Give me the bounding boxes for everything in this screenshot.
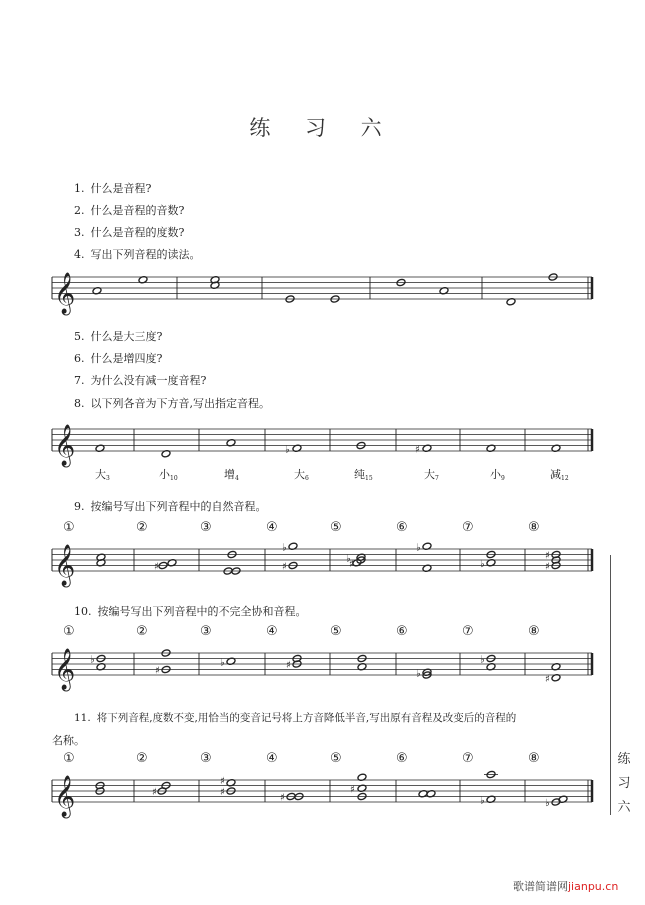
circled-number: ③ bbox=[200, 520, 212, 535]
circled-number: ④ bbox=[266, 520, 278, 535]
question-text: 名称。 bbox=[52, 734, 85, 747]
flat-icon: ♭ bbox=[220, 657, 225, 669]
question-number: 3. bbox=[74, 226, 85, 239]
side-chapter-label bbox=[616, 748, 632, 820]
flat-icon: ♭ bbox=[282, 542, 287, 554]
question-text: 什么是大三度? bbox=[90, 330, 163, 343]
question-text: 将下列音程,度数不变,用恰当的变音记号将上方音降低半音,写出原有音程及改变后的音程的 bbox=[96, 712, 517, 724]
side-char: 六 bbox=[617, 800, 631, 815]
question-number: 4. bbox=[74, 248, 85, 261]
flat-icon: ♭ bbox=[480, 795, 485, 807]
question-number: 9. bbox=[74, 500, 85, 513]
question-number: 1. bbox=[74, 182, 85, 195]
treble-clef-icon: 𝄞 bbox=[54, 545, 76, 586]
circled-number: ② bbox=[136, 751, 148, 766]
sharp-icon: ♯ bbox=[152, 787, 157, 798]
question-number: 11. bbox=[74, 712, 91, 724]
question-text: 以下列各音为下方音,写出指定音程。 bbox=[90, 397, 270, 410]
sharp-icon: ♯ bbox=[220, 776, 225, 787]
question-text: 写出下列音程的读法。 bbox=[90, 248, 201, 261]
question-number: 5. bbox=[74, 330, 85, 343]
interval-label: 大$_6$ bbox=[294, 468, 309, 482]
watermark-prefix: 歌谱简谱网 bbox=[513, 880, 568, 893]
circled-number: ② bbox=[136, 624, 148, 639]
interval-label: 小$_9$ bbox=[490, 468, 505, 482]
flat-icon: ♭ bbox=[285, 444, 290, 456]
circled-number: ① bbox=[63, 624, 75, 639]
circled-number: ⑧ bbox=[528, 520, 540, 535]
watermark-suffix: jianpu.cn bbox=[568, 880, 619, 893]
flat-icon: ♭ bbox=[480, 654, 485, 666]
circled-number: ⑧ bbox=[528, 751, 540, 766]
question-text: 什么是增四度? bbox=[90, 352, 163, 365]
sharp-icon: ♯ bbox=[545, 673, 550, 685]
circled-number: ⑧ bbox=[528, 624, 540, 639]
circled-number: ④ bbox=[266, 751, 278, 766]
page-title: 练 习 六 bbox=[249, 116, 396, 140]
circled-number: ⑦ bbox=[462, 520, 474, 535]
sharp-icon: ♯ bbox=[350, 784, 355, 796]
question-text: 按编号写出下列音程中的自然音程。 bbox=[90, 500, 267, 513]
flat-icon: ♭ bbox=[545, 798, 550, 809]
question-number: 6. bbox=[74, 352, 85, 365]
sharp-icon: ♯ bbox=[280, 792, 285, 804]
flat-icon: ♭ bbox=[416, 668, 421, 680]
circled-number: ④ bbox=[266, 624, 278, 639]
sharp-icon: ♯ bbox=[545, 550, 550, 562]
flat-icon: ♭ bbox=[480, 558, 485, 570]
question-text: 什么是音程? bbox=[90, 182, 152, 195]
question-text: 什么是音程的度数? bbox=[90, 226, 185, 239]
treble-clef-icon: 𝄞 bbox=[54, 649, 76, 690]
interval-label: 减$_{12}$ bbox=[550, 468, 569, 482]
flat-icon: ♭ bbox=[346, 553, 351, 565]
interval-label: 增$_4$ bbox=[224, 468, 239, 482]
question-number: 2. bbox=[74, 204, 85, 217]
circled-number: ⑦ bbox=[462, 624, 474, 639]
circled-number: ⑥ bbox=[396, 751, 408, 766]
circled-number: ① bbox=[63, 751, 75, 766]
circled-number: ⑤ bbox=[330, 751, 342, 766]
treble-clef-icon: 𝄞 bbox=[54, 425, 76, 466]
side-divider bbox=[610, 555, 611, 815]
flat-icon: ♭ bbox=[416, 542, 421, 554]
sharp-icon: ♯ bbox=[154, 561, 159, 573]
sharp-icon: ♯ bbox=[286, 660, 291, 671]
watermark bbox=[513, 878, 618, 894]
interval-label: 纯$_{15}$ bbox=[354, 468, 373, 482]
interval-label: 大$_3$ bbox=[95, 468, 110, 482]
sharp-icon: ♯ bbox=[349, 558, 354, 570]
circled-number: ⑤ bbox=[330, 624, 342, 639]
question-text: 为什么没有减一度音程? bbox=[90, 374, 207, 387]
circled-number: ⑥ bbox=[396, 624, 408, 639]
circled-number: ② bbox=[136, 520, 148, 535]
interval-label: 小$_{10}$ bbox=[159, 468, 178, 482]
treble-clef-icon: 𝄞 bbox=[54, 273, 76, 314]
question-number: 10. bbox=[74, 605, 92, 618]
treble-clef-icon: 𝄞 bbox=[54, 776, 76, 817]
sharp-icon: ♯ bbox=[155, 665, 160, 677]
sharp-icon: ♯ bbox=[282, 561, 287, 573]
question-number: 7. bbox=[74, 374, 85, 387]
question-number: 8. bbox=[74, 397, 85, 410]
circled-number: ③ bbox=[200, 624, 212, 639]
circled-number: ⑤ bbox=[330, 520, 342, 535]
sharp-icon: ♯ bbox=[415, 444, 420, 456]
sharp-icon: ♯ bbox=[545, 561, 550, 573]
interval-label: 大$_7$ bbox=[424, 468, 439, 482]
question-text: 什么是音程的音数? bbox=[90, 204, 185, 217]
circled-number: ③ bbox=[200, 751, 212, 766]
circled-number: ⑦ bbox=[462, 751, 474, 766]
side-char: 习 bbox=[617, 776, 631, 791]
circled-number: ⑥ bbox=[396, 520, 408, 535]
flat-icon: ♭ bbox=[90, 654, 95, 666]
circled-number: ① bbox=[63, 520, 75, 535]
question-text: 按编号写出下列音程中的不完全协和音程。 bbox=[97, 605, 307, 618]
sharp-icon: ♯ bbox=[220, 787, 225, 798]
side-char: 练 bbox=[617, 752, 631, 767]
